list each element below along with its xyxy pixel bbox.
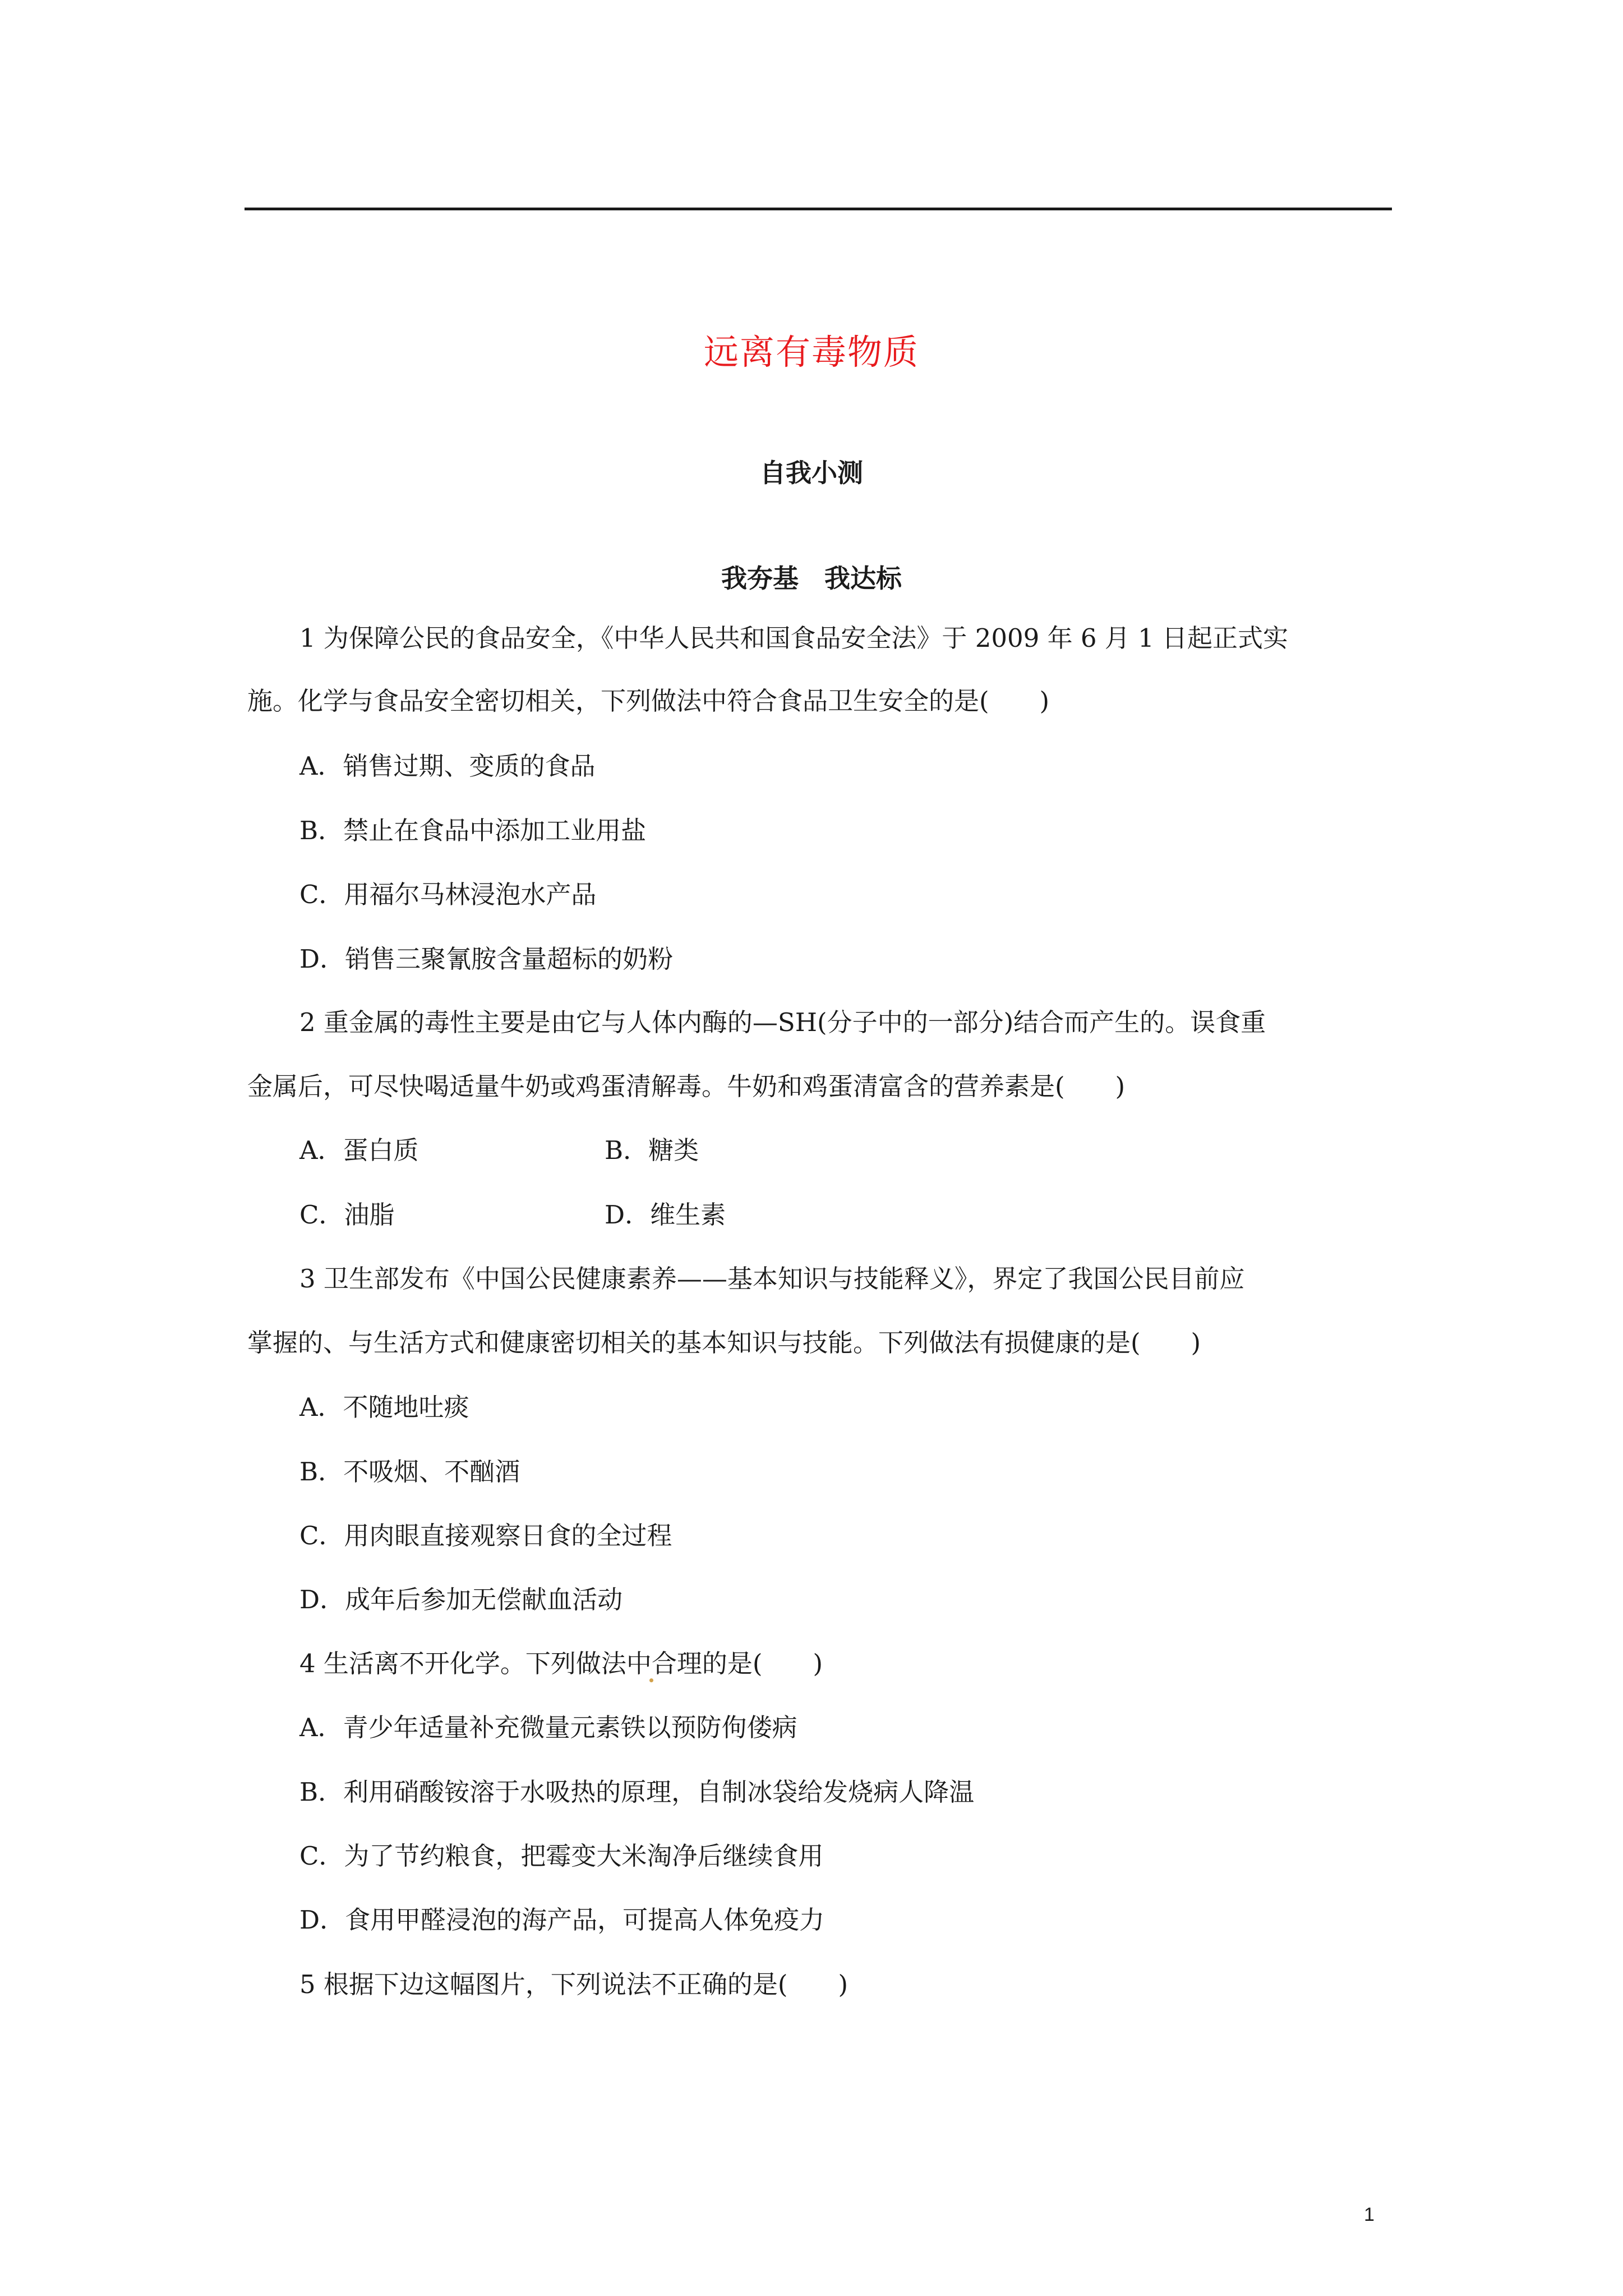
question-stem-line: 5 根据下边这幅图片，下列说法不正确的是( ) (299, 1970, 849, 1999)
answer-option: C．用肉眼直接观察日食的全过程 (299, 1521, 672, 1550)
answer-option: A．蛋白质 (299, 1135, 419, 1165)
page-number: 1 (1364, 2204, 1375, 2225)
answer-option: A．不随地吐痰 (299, 1392, 469, 1422)
answer-option: B．不吸烟、不酗酒 (299, 1457, 520, 1487)
stray-mark (649, 1678, 653, 1682)
answer-option: C．为了节约粮食，把霉变大米淘净后继续食用 (299, 1841, 824, 1871)
question-stem-line: 2 重金属的毒性主要是由它与人体内酶的—SH(分子中的一部分)结合而产生的。误食重 (299, 1007, 1266, 1037)
question-stem-line: 施。化学与食品安全密切相关，下列做法中符合食品卫生安全的是( ) (247, 686, 1050, 716)
question-stem-line: 3 卫生部发布《中国公民健康素养——基本知识与技能释义》，界定了我国公民目前应 (299, 1264, 1245, 1294)
answer-option: D．成年后参加无偿献血活动 (299, 1585, 623, 1614)
question-stem-line: 掌握的、与生活方式和健康密切相关的基本知识与技能。下列做法有损健康的是( ) (247, 1328, 1201, 1358)
section-heading-basics: 我夯基 我达标 (721, 563, 902, 593)
answer-option: D．维生素 (605, 1200, 726, 1230)
page-title: 远离有毒物质 (703, 332, 919, 372)
answer-option: B．禁止在食品中添加工业用盐 (299, 816, 647, 845)
section-heading-self-test: 自我小测 (760, 458, 863, 488)
answer-option: A．青少年适量补充微量元素铁以预防佝偻病 (299, 1713, 797, 1742)
answer-option: B．糖类 (605, 1135, 699, 1165)
question-stem-line: 金属后，可尽快喝适量牛奶或鸡蛋清解毒。牛奶和鸡蛋清富含的营养素是( ) (247, 1071, 1126, 1101)
answer-option: D．食用甲醛浸泡的海产品，可提高人体免疫力 (299, 1905, 825, 1935)
question-stem-line: 1 为保障公民的食品安全，《中华人民共和国食品安全法》于 2009 年 6 月 1 日起正式实 (299, 623, 1289, 653)
answer-option: C．用福尔马林浸泡水产品 (299, 880, 597, 909)
answer-option: B．利用硝酸铵溶于水吸热的原理，自制冰袋给发烧病人降温 (299, 1777, 975, 1807)
answer-option: C．油脂 (299, 1200, 395, 1230)
question-stem-line: 4 生活离不开化学。下列做法中合理的是( ) (299, 1649, 823, 1678)
answer-option: D．销售三聚氰胺含量超标的奶粉 (299, 944, 674, 974)
header-rule (245, 208, 1392, 210)
answer-option: A．销售过期、变质的食品 (299, 751, 596, 781)
